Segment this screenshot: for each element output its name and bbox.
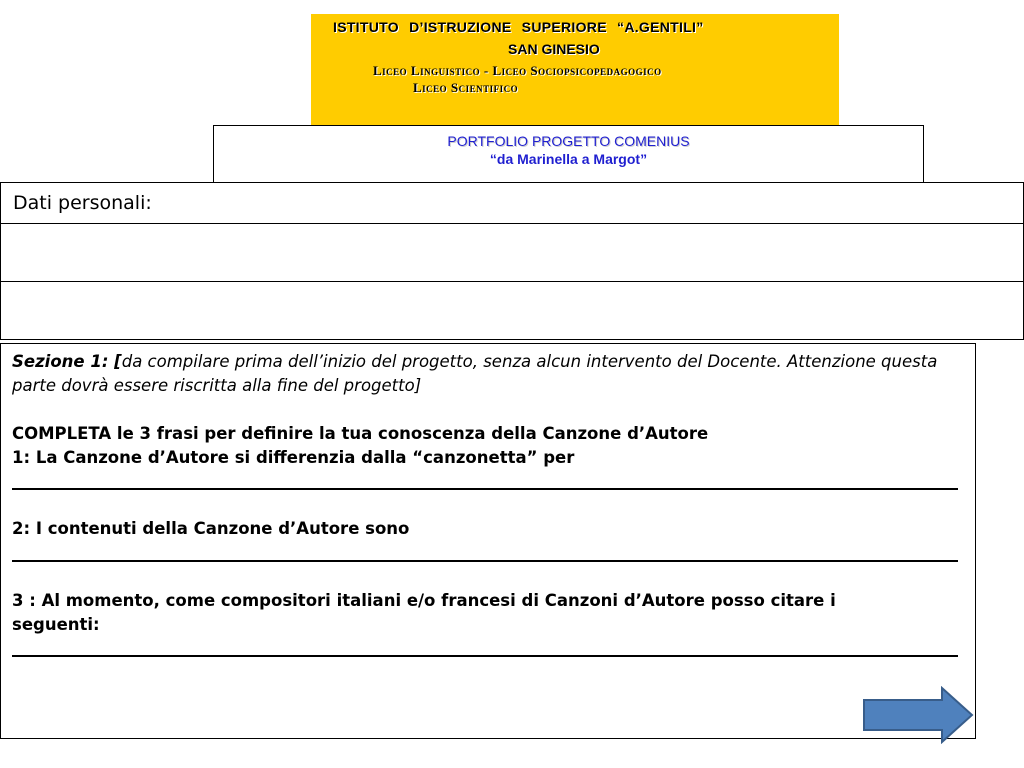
school-licei: Liceo Linguistico - Liceo Sociopsicopedagogico bbox=[373, 63, 662, 78]
question-3-line-2: seguenti: bbox=[12, 615, 100, 634]
section-1-box bbox=[0, 343, 976, 739]
answer-line-1[interactable] bbox=[12, 488, 958, 490]
answer-line-2[interactable] bbox=[12, 560, 958, 562]
school-header bbox=[311, 14, 839, 125]
school-liceo-scientifico: Liceo Scientifico bbox=[413, 80, 519, 95]
portfolio-subtitle: “da Marinella a Margot” bbox=[489, 151, 648, 167]
portfolio-title: PORTFOLIO PROGETTO COMENIUS bbox=[447, 133, 690, 149]
personal-data-row-1[interactable] bbox=[1, 224, 1023, 282]
arrow-right-icon[interactable] bbox=[862, 686, 974, 744]
section-1-label: Sezione 1: [ bbox=[12, 352, 122, 371]
section-1-intro bbox=[12, 350, 962, 398]
section-1-description: da compilare prima dell’inizio del progetto, senza alcun intervento del Docente. Attenzione questa parte dovrà essere riscritta alla fine del progetto] bbox=[12, 352, 938, 395]
section-1-instruction: COMPLETA le 3 frasi per definire la tua conoscenza della Canzone d’Autore bbox=[12, 424, 709, 443]
question-2: 2: I contenuti della Canzone d’Autore sono bbox=[12, 519, 410, 538]
portfolio-title-box bbox=[213, 125, 924, 182]
personal-data-row-2[interactable] bbox=[1, 282, 1023, 339]
school-name: ISTITUTO D’ISTRUZIONE SUPERIORE “A.GENTILI” bbox=[333, 19, 704, 35]
personal-data-header-row bbox=[1, 183, 1023, 224]
personal-data-label: Dati personali: bbox=[13, 192, 152, 214]
question-1: 1: La Canzone d’Autore si differenzia dalla “canzonetta” per bbox=[12, 448, 575, 467]
answer-line-3[interactable] bbox=[12, 655, 958, 657]
school-town: SAN GINESIO bbox=[508, 41, 600, 57]
question-3-line-1: 3 : Al momento, come compositori italiani e/o francesi di Canzoni d’Autore posso citare i bbox=[12, 591, 836, 610]
personal-data-table bbox=[0, 182, 1024, 340]
